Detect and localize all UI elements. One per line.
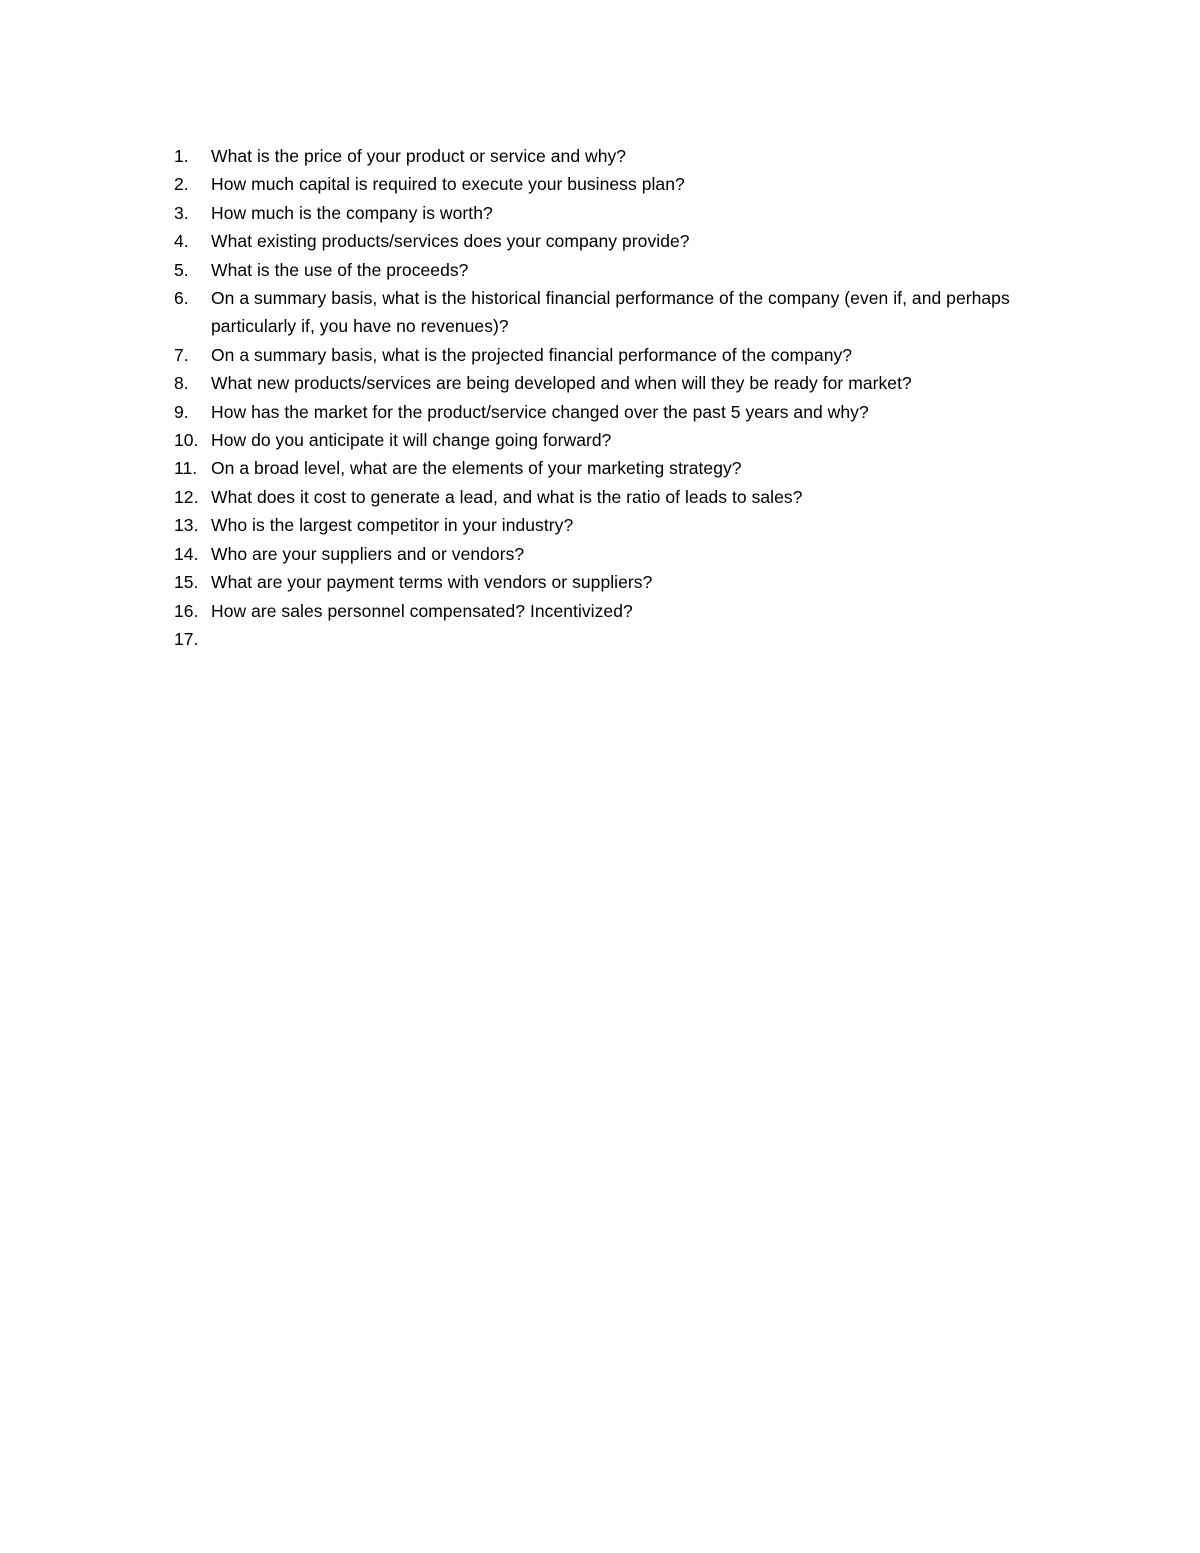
list-item-number: 4.: [174, 231, 189, 252]
list-item: [174, 625, 1054, 653]
list-item-number: 7.: [174, 344, 189, 365]
list-item-number: 17.: [174, 628, 199, 649]
list-item: [174, 369, 1054, 397]
list-item-text: How much is the company is worth?: [211, 202, 493, 223]
list-item: [174, 540, 1054, 568]
list-item: [174, 511, 1054, 539]
list-item-number: 5.: [174, 259, 189, 280]
list-item-text: Who are your suppliers and or vendors?: [211, 543, 525, 564]
list-item-number: 2.: [174, 174, 189, 195]
list-item-number: 15.: [174, 572, 199, 593]
list-item: [174, 398, 1054, 426]
list-item-text: What new products/services are being developed and when will they be ready for market?: [211, 373, 912, 394]
list-item-text: Who is the largest competitor in your industry?: [211, 515, 574, 536]
list-item: [174, 568, 1054, 596]
list-item-text: What is the use of the proceeds?: [211, 259, 469, 280]
list-item: [174, 227, 1054, 255]
list-item-text: On a summary basis, what is the projected financial performance of the company?: [211, 344, 853, 365]
list-item-text: On a broad level, what are the elements of your marketing strategy?: [211, 458, 742, 479]
list-item-text: What is the price of your product or service and why?: [211, 146, 627, 166]
list-item-text: How do you anticipate it will change going forward?: [211, 430, 612, 451]
list-item-text: What existing products/services does your company provide?: [211, 231, 690, 252]
list-item-text: How are sales personnel compensated? Incentivized?: [211, 600, 633, 621]
list-item: [174, 483, 1054, 511]
list-item: [174, 170, 1054, 198]
list-item-number: 16.: [174, 600, 199, 621]
list-item-text: What does it cost to generate a lead, and what is the ratio of leads to sales?: [211, 486, 803, 507]
list-item-text: How has the market for the product/service changed over the past 5 years and why?: [211, 401, 869, 422]
list-item-text: What are your payment terms with vendors or suppliers?: [211, 572, 653, 593]
list-item: [174, 454, 1054, 482]
question-list: [174, 142, 1054, 653]
list-item: [174, 426, 1054, 454]
list-item: [174, 284, 1054, 341]
list-item-text: On a summary basis, what is the historical financial performance of the company (even if, and perhaps particularly if, you have no revenues)?: [211, 288, 1010, 337]
list-item-text: How much capital is required to execute your business plan?: [211, 174, 685, 195]
list-item-number: 3.: [174, 202, 189, 223]
list-item-number: 10.: [174, 430, 199, 451]
list-item-number: 13.: [174, 515, 199, 536]
list-item-number: 12.: [174, 486, 199, 507]
list-item-number: 8.: [174, 373, 189, 394]
list-item-number: 1.: [174, 146, 189, 166]
list-item: [174, 256, 1054, 284]
list-item-number: 11.: [174, 458, 198, 479]
list-item: [174, 199, 1054, 227]
list-item-number: 14.: [174, 543, 199, 564]
list-item-number: 6.: [174, 288, 189, 309]
list-item: [174, 341, 1054, 369]
list-item: [174, 142, 1054, 170]
list-item-number: 9.: [174, 401, 189, 422]
list-item: [174, 597, 1054, 625]
